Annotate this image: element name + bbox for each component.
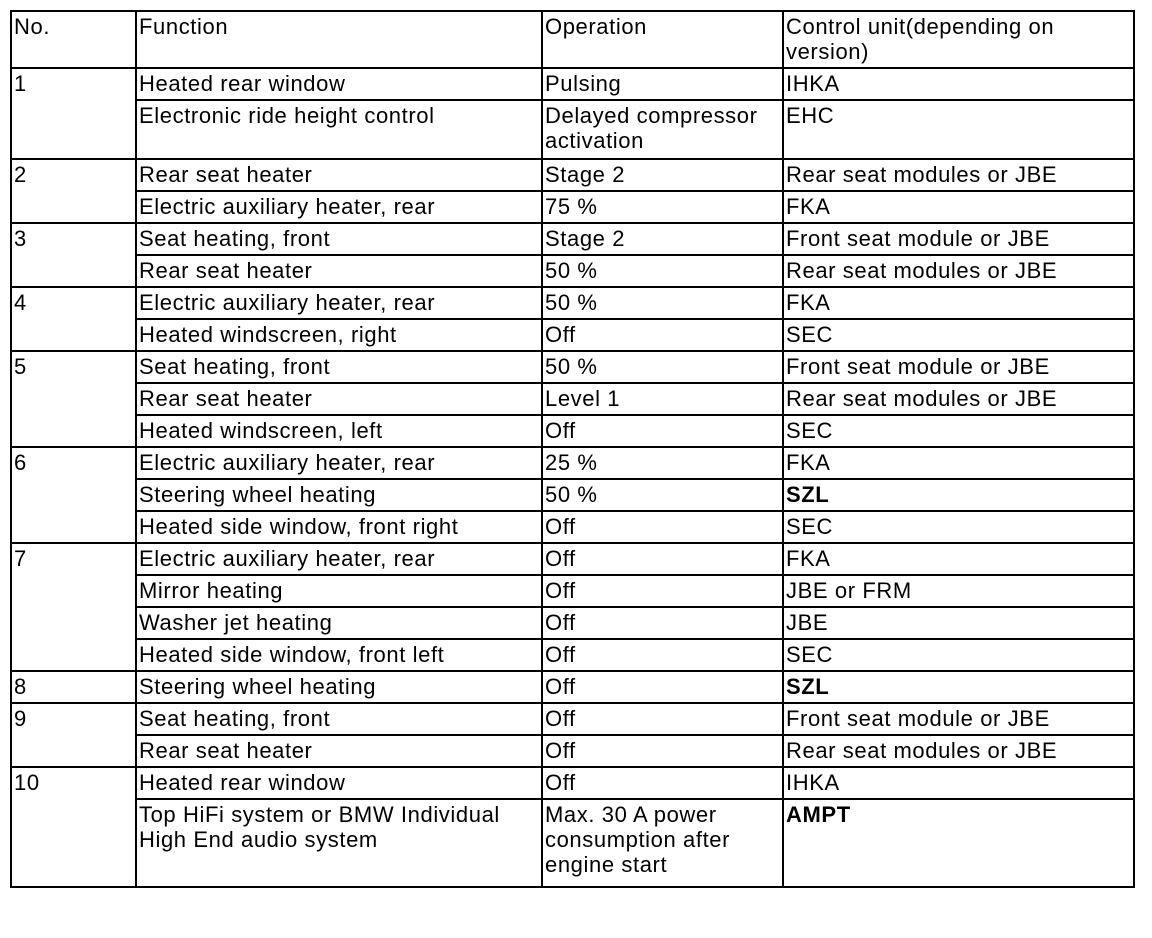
table-row (11, 767, 1134, 799)
operation-cell: Off (542, 735, 783, 767)
row-number: 8 (11, 671, 136, 703)
function-cell: Rear seat heater (136, 255, 542, 287)
table-row (11, 607, 1134, 639)
table-row (11, 383, 1134, 415)
operation-cell: Off (542, 575, 783, 607)
operation-cell: Pulsing (542, 68, 783, 100)
function-cell: Heated side window, front right (136, 511, 542, 543)
control-unit-cell: Front seat module or JBE (783, 223, 1134, 255)
table-row (11, 319, 1134, 351)
row-number: 5 (11, 351, 136, 447)
function-cell: Heated rear window (136, 68, 542, 100)
table-row (11, 799, 1134, 887)
table-row (11, 479, 1134, 511)
function-cell: Rear seat heater (136, 383, 542, 415)
control-unit-cell: IHKA (783, 68, 1134, 100)
control-unit-cell: EHC (783, 100, 1134, 159)
control-unit-cell: SEC (783, 415, 1134, 447)
operation-cell: 50 % (542, 351, 783, 383)
operation-cell: 25 % (542, 447, 783, 479)
header-operation: Operation (542, 11, 783, 68)
function-cell: Heated side window, front left (136, 639, 542, 671)
function-cell: Rear seat heater (136, 735, 542, 767)
function-cell: Heated windscreen, left (136, 415, 542, 447)
heating-functions-table (10, 10, 1135, 888)
operation-cell: Off (542, 319, 783, 351)
table-row (11, 191, 1134, 223)
function-cell: Seat heating, front (136, 223, 542, 255)
row-number: 9 (11, 703, 136, 767)
operation-cell: 75 % (542, 191, 783, 223)
table-row (11, 639, 1134, 671)
operation-cell: 50 % (542, 479, 783, 511)
operation-cell: Level 1 (542, 383, 783, 415)
function-cell: Top HiFi system or BMW Individual High End audio system (136, 799, 542, 887)
operation-cell: Off (542, 671, 783, 703)
operation-cell: Off (542, 415, 783, 447)
control-unit-cell: SZL (783, 671, 1134, 703)
control-unit-cell: IHKA (783, 767, 1134, 799)
header-function: Function (136, 11, 542, 68)
control-unit-cell: FKA (783, 543, 1134, 575)
table-row (11, 159, 1134, 191)
function-cell: Rear seat heater (136, 159, 542, 191)
table-row (11, 255, 1134, 287)
function-cell: Electric auxiliary heater, rear (136, 191, 542, 223)
table-row (11, 351, 1134, 383)
function-cell: Steering wheel heating (136, 479, 542, 511)
control-unit-cell: JBE (783, 607, 1134, 639)
control-unit-cell: Rear seat modules or JBE (783, 159, 1134, 191)
function-cell: Steering wheel heating (136, 671, 542, 703)
control-unit-cell: SZL (783, 479, 1134, 511)
operation-cell: Stage 2 (542, 223, 783, 255)
table-row (11, 511, 1134, 543)
table-row (11, 703, 1134, 735)
row-number: 7 (11, 543, 136, 671)
function-cell: Heated windscreen, right (136, 319, 542, 351)
control-unit-cell: Rear seat modules or JBE (783, 735, 1134, 767)
control-unit-cell: SEC (783, 319, 1134, 351)
operation-cell: Off (542, 543, 783, 575)
table-row (11, 287, 1134, 319)
function-cell: Washer jet heating (136, 607, 542, 639)
table-row (11, 671, 1134, 703)
row-number: 1 (11, 68, 136, 159)
function-cell: Seat heating, front (136, 351, 542, 383)
table-row (11, 68, 1134, 100)
control-unit-cell: FKA (783, 191, 1134, 223)
row-number: 4 (11, 287, 136, 351)
operation-cell: Off (542, 703, 783, 735)
control-unit-cell: SEC (783, 639, 1134, 671)
control-unit-cell: FKA (783, 287, 1134, 319)
function-cell: Electric auxiliary heater, rear (136, 287, 542, 319)
operation-cell: Off (542, 767, 783, 799)
control-unit-cell: Front seat module or JBE (783, 703, 1134, 735)
table-row (11, 415, 1134, 447)
control-unit-cell: SEC (783, 511, 1134, 543)
operation-cell: Delayed compressor activation (542, 100, 783, 159)
control-unit-cell: Rear seat modules or JBE (783, 383, 1134, 415)
row-number: 3 (11, 223, 136, 287)
function-cell: Electric auxiliary heater, rear (136, 543, 542, 575)
table-row (11, 447, 1134, 479)
header-control-unit: Control unit(depending on version) (783, 11, 1134, 68)
function-cell: Electric auxiliary heater, rear (136, 447, 542, 479)
table-row (11, 100, 1134, 159)
operation-cell: Off (542, 511, 783, 543)
operation-cell: 50 % (542, 255, 783, 287)
control-unit-cell: Rear seat modules or JBE (783, 255, 1134, 287)
control-unit-cell: Front seat module or JBE (783, 351, 1134, 383)
header-no: No. (11, 11, 136, 68)
control-unit-cell: JBE or FRM (783, 575, 1134, 607)
row-number: 2 (11, 159, 136, 223)
operation-cell: Off (542, 607, 783, 639)
header-row (11, 11, 1134, 68)
function-cell: Electronic ride height control (136, 100, 542, 159)
table-row (11, 735, 1134, 767)
function-cell: Heated rear window (136, 767, 542, 799)
operation-cell: Off (542, 639, 783, 671)
control-unit-cell: FKA (783, 447, 1134, 479)
table-row (11, 223, 1134, 255)
row-number: 6 (11, 447, 136, 543)
row-number: 10 (11, 767, 136, 887)
function-cell: Mirror heating (136, 575, 542, 607)
table-row (11, 543, 1134, 575)
function-cell: Seat heating, front (136, 703, 542, 735)
table-row (11, 575, 1134, 607)
operation-cell: Stage 2 (542, 159, 783, 191)
operation-cell: Max. 30 A power consumption after engine start (542, 799, 783, 887)
operation-cell: 50 % (542, 287, 783, 319)
control-unit-cell: AMPT (783, 799, 1134, 887)
